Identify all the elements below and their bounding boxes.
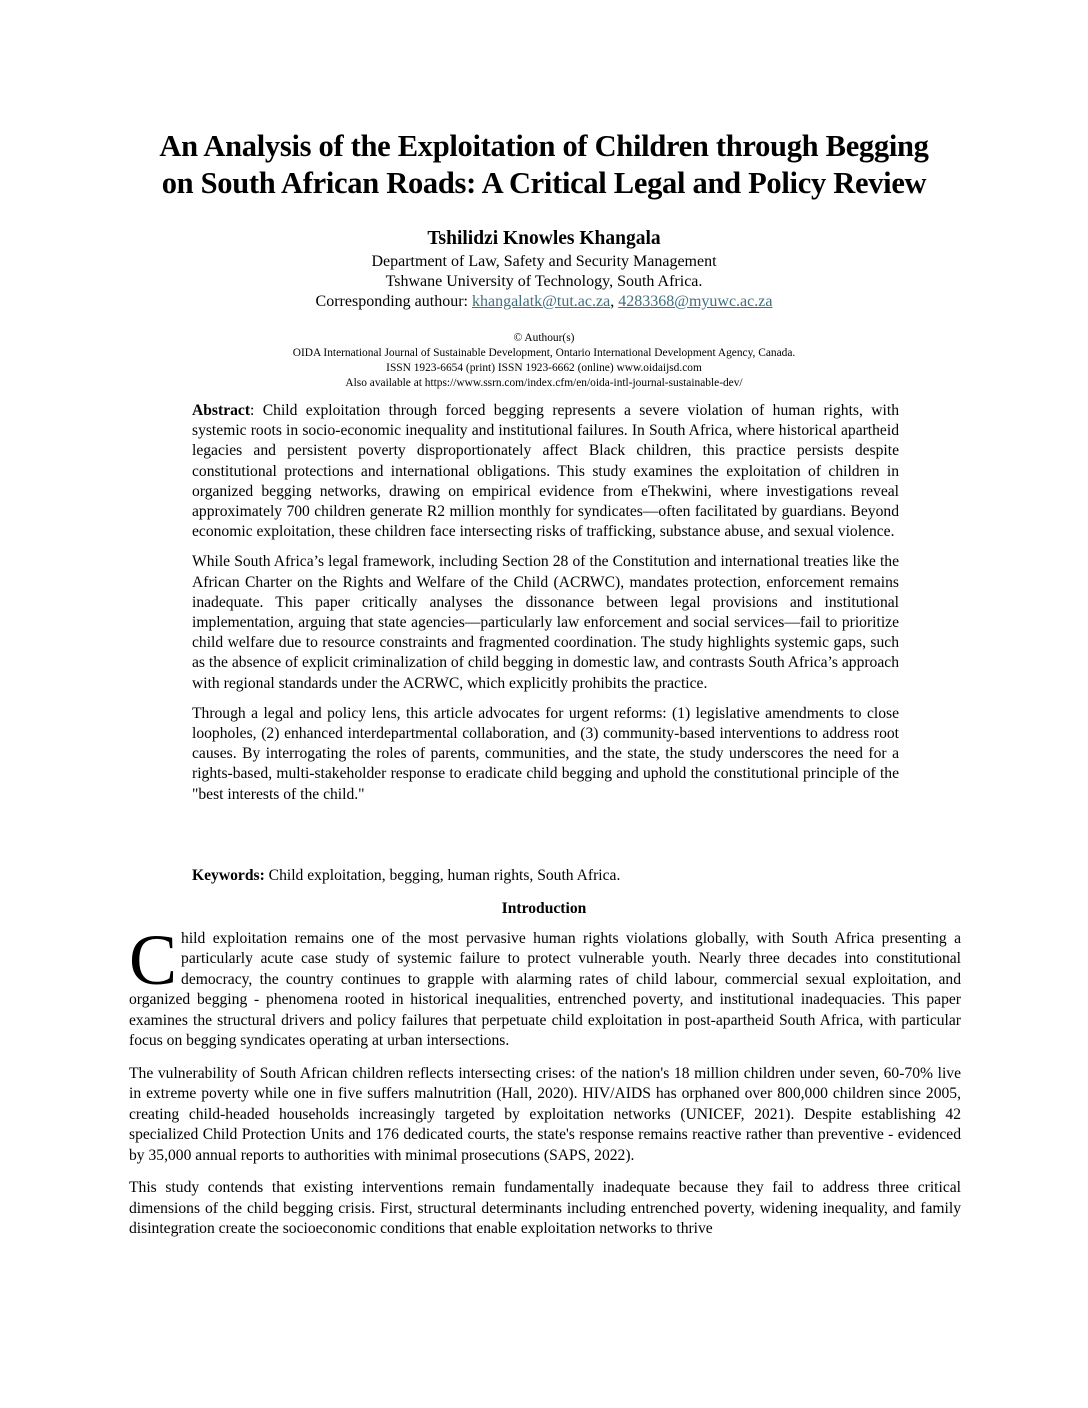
abstract-section	[192, 401, 899, 815]
abstract-paragraph-3: Through a legal and policy lens, this article advocates for urgent reforms: (1) legislative amendments to close loopholes, (2) enhanced interdepartmental collaboration, and (3) community-based interventions to address root causes. By interrogating the roles of parents, communities, and the state, the study underscores the need for a rights-based, multi-stakeholder response to eradicate child begging and uphold the constitutional principle of the "best interests of the child."	[192, 704, 899, 803]
corresponding-label: Corresponding authour:	[315, 293, 468, 310]
keywords-text: Child exploitation, begging, human rights, South Africa.	[264, 867, 621, 884]
drop-cap: C	[129, 920, 178, 1000]
intro-paragraph-1	[129, 920, 961, 1051]
department: Department of Law, Safety and Security Management	[371, 253, 717, 270]
email-link-2[interactable]: 4283368@myuwc.ac.za	[618, 293, 773, 310]
email-link-1[interactable]: khangalatk@tut.ac.za	[471, 293, 611, 310]
abstract-paragraph-2: While South Africa’s legal framework, including Section 28 of the Constitution and international treaties like the African Charter on the Rights and Welfare of the Child (ACRWC), mandates protection, enforcement remains inadequate. This paper critically analyses the dissonance between legal provisions and institutional implementation, arguing that state agencies—particularly law enforcement and social services—fail to prioritize child welfare due to resource constraints and fragmented coordination. The study highlights systemic gaps, such as the absence of explicit criminalization of child begging in domestic law, and contrasts South Africa’s approach with regional standards under the ACRWC, which explicitly prohibits the practice.	[192, 553, 899, 692]
abstract-text-1: : Child exploitation through forced begging represents a severe violation of human rights, with systemic roots in socio-economic inequality and institutional failures. In South Africa, where historical apartheid legacies and persistent poverty disproportionately affect Black children, this practice persists despite constitutional protections and international obligations. This study examines the exploitation of children in organized begging networks, drawing on empirical evidence from eThekwini, where investigations reveal approximately 700 children generate R2 million monthly for syndicates—often facilitated by guardians. Beyond economic exploitation, these children face intersecting risks of trafficking, substance abuse, and sexual violence.	[192, 402, 899, 541]
university: Tshwane University of Technology, South Africa.	[385, 273, 703, 290]
intro-paragraph-1-text: hild exploitation remains one of the most pervasive human rights violations globally, with South Africa presenting a particularly acute case study of systemic failure to protect vulnerable youth. Nearly three decades into constitutional democracy, the country continues to grapple with alarming rates of child labour, commercial sexual exploitation, and organized begging - phenomena rooted in historical inequalities, entrenched poverty, and institutional inadequacies. This paper examines the structural drivers and policy failures that perpetuate child exploitation in post-apartheid South Africa, with particular focus on begging syndicates operating at urban intersections.	[129, 930, 961, 1050]
copyright: © Authour(s)	[513, 332, 575, 344]
intro-paragraph-3: This study contends that existing interventions remain fundamentally inadequate because they fail to address three critical dimensions of the child begging crisis. First, structural determinants including entrenched poverty, widening inequality, and family disintegration create the socioeconomic conditions that enable exploitation networks to thrive	[129, 1179, 961, 1238]
issn: ISSN 1923-6654 (print) ISSN 1923-6662 (online) www.oidaijsd.com	[386, 362, 702, 374]
paper-title	[100, 128, 988, 202]
keywords-label: Keywords:	[192, 867, 265, 884]
intro-paragraph-2: The vulnerability of South African children reflects intersecting crises: of the nation's 18 million children under seven, 60-70% live in extreme poverty while one in five suffers malnutrition (Hall, 2020). HIV/AIDS has orphaned over 800,000 children since 2005, creating child-headed households increasingly targeted by exploitation networks (UNICEF, 2021). Despite establishing 42 specialized Child Protection Units and 176 dedicated courts, the state's response remains reactive rather than preventive - evidenced by 35,000 annual reports to authorities with minimal prosecutions (SAPS, 2022).	[129, 1064, 961, 1164]
email-separator: ,	[610, 293, 615, 310]
affiliation-block	[0, 252, 1088, 312]
availability: Also available at https://www.ssrn.com/index.cfm/en/oida-intl-journal-sustainable-dev/	[345, 377, 743, 389]
author-name: Tshilidzi Knowles Khangala	[427, 228, 661, 249]
abstract-paragraph-1	[192, 401, 899, 542]
introduction-body	[129, 920, 961, 1252]
journal-name: OIDA International Journal of Sustainable Development, Ontario International Development Agency, Canada.	[292, 347, 796, 359]
keywords	[192, 866, 899, 886]
abstract-label: Abstract	[192, 402, 251, 419]
title-line-1: An Analysis of the Exploitation of Children through Begging	[159, 129, 929, 163]
publication-meta	[0, 331, 1088, 391]
section-heading-introduction: Introduction	[501, 900, 587, 917]
title-line-2: on South African Roads: A Critical Legal and Policy Review	[161, 166, 927, 200]
corresponding-author	[0, 292, 1088, 312]
